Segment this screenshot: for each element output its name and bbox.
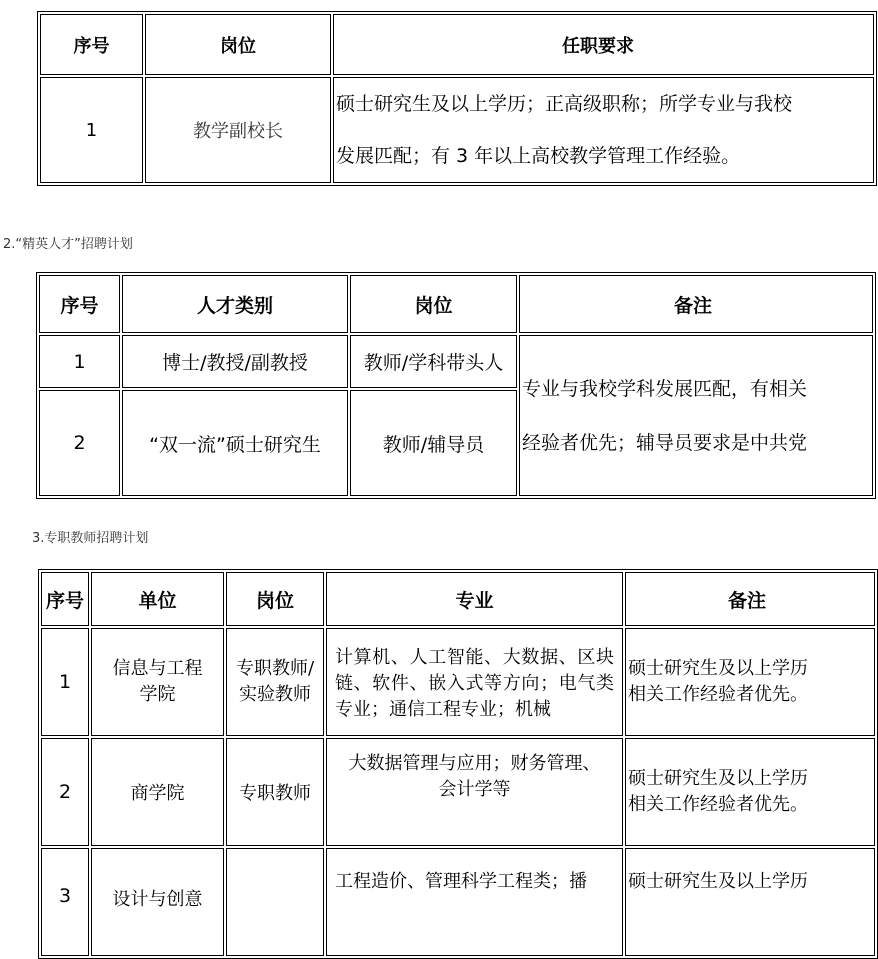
section-caption-elite-talent: 2.“精英人才”招聘计划 bbox=[3, 237, 133, 252]
note-line-2: 相关工作经验者优先。 bbox=[628, 684, 808, 705]
cell-no: 1 bbox=[39, 335, 120, 388]
major-line-2: 会计学等 bbox=[438, 779, 511, 800]
cell-no: 2 bbox=[39, 390, 120, 496]
cell-post: 教师/辅导员 bbox=[350, 390, 517, 496]
cell-major: 工程造价、管理科学工程类；播 bbox=[326, 848, 623, 956]
table-header-row bbox=[39, 275, 873, 333]
cell-note bbox=[625, 738, 875, 846]
cell-no: 3 bbox=[41, 848, 89, 956]
note-line-2: 相关工作经验者优先。 bbox=[628, 794, 808, 815]
header-no: 序号 bbox=[41, 572, 89, 626]
header-category: 人才类别 bbox=[122, 275, 348, 333]
unit-line-1: 信息与工程 bbox=[112, 658, 203, 679]
post-line-2: 实验教师 bbox=[239, 684, 311, 705]
cell-requirements bbox=[333, 77, 874, 183]
table-row bbox=[41, 738, 875, 846]
section-caption-fulltime-teachers: 3.专职教师招聘计划 bbox=[32, 531, 149, 546]
cell-post bbox=[226, 848, 324, 956]
note-line-2: 经验者优先；辅导员要求是中共党 bbox=[522, 431, 808, 454]
cell-major: 计算机、人工智能、大数据、区块链、软件、嵌入式等方向；电气类专业；通信工程专业；机械 bbox=[326, 628, 623, 736]
table-row bbox=[40, 77, 874, 183]
note-line-1: 硕士研究生及以上学历 bbox=[628, 768, 808, 789]
header-note: 备注 bbox=[519, 275, 873, 333]
cell-no: 1 bbox=[40, 77, 143, 183]
fulltime-teacher-table bbox=[38, 569, 878, 959]
cell-major bbox=[326, 738, 623, 846]
cell-note: 硕士研究生及以上学历 bbox=[625, 848, 875, 956]
header-unit: 单位 bbox=[91, 572, 224, 626]
cell-unit: 设计与创意 bbox=[91, 848, 224, 956]
header-major: 专业 bbox=[326, 572, 623, 626]
header-no: 序号 bbox=[39, 275, 120, 333]
table-row bbox=[41, 628, 875, 736]
cell-category: 博士/教授/副教授 bbox=[122, 335, 348, 388]
cell-note bbox=[519, 335, 873, 496]
table-header-row bbox=[41, 572, 875, 626]
header-post: 岗位 bbox=[145, 14, 331, 75]
cell-note bbox=[625, 628, 875, 736]
header-post: 岗位 bbox=[226, 572, 324, 626]
cell-post: 专职教师 bbox=[226, 738, 324, 846]
vice-president-table bbox=[37, 11, 877, 186]
table-row bbox=[39, 335, 873, 388]
cell-post bbox=[226, 628, 324, 736]
cell-post: 教学副校长 bbox=[145, 77, 331, 183]
elite-talent-table bbox=[36, 272, 876, 499]
post-line-1: 专职教师/ bbox=[235, 658, 315, 679]
requirements-line-1: 硕士研究生及以上学历；正高级职称；所学专业与我校 bbox=[336, 93, 793, 115]
cell-no: 2 bbox=[41, 738, 89, 846]
cell-no: 1 bbox=[41, 628, 89, 736]
major-line-1: 大数据管理与应用；财务管理、 bbox=[348, 753, 601, 774]
cell-unit: 商学院 bbox=[91, 738, 224, 846]
header-requirements: 任职要求 bbox=[333, 14, 874, 75]
note-line-1: 硕士研究生及以上学历 bbox=[628, 658, 808, 679]
header-post: 岗位 bbox=[350, 275, 517, 333]
table-header-row bbox=[40, 14, 874, 75]
table-row bbox=[41, 848, 875, 956]
header-note: 备注 bbox=[625, 572, 875, 626]
note-line-1: 专业与我校学科发展匹配，有相关 bbox=[522, 377, 808, 400]
unit-line-2: 学院 bbox=[139, 684, 176, 705]
cell-category: “双一流”硕士研究生 bbox=[122, 390, 348, 496]
cell-unit bbox=[91, 628, 224, 736]
header-no: 序号 bbox=[40, 14, 143, 75]
requirements-line-2: 发展匹配；有 3 年以上高校教学管理工作经验。 bbox=[336, 145, 741, 167]
cell-post: 教师/学科带头人 bbox=[350, 335, 517, 388]
